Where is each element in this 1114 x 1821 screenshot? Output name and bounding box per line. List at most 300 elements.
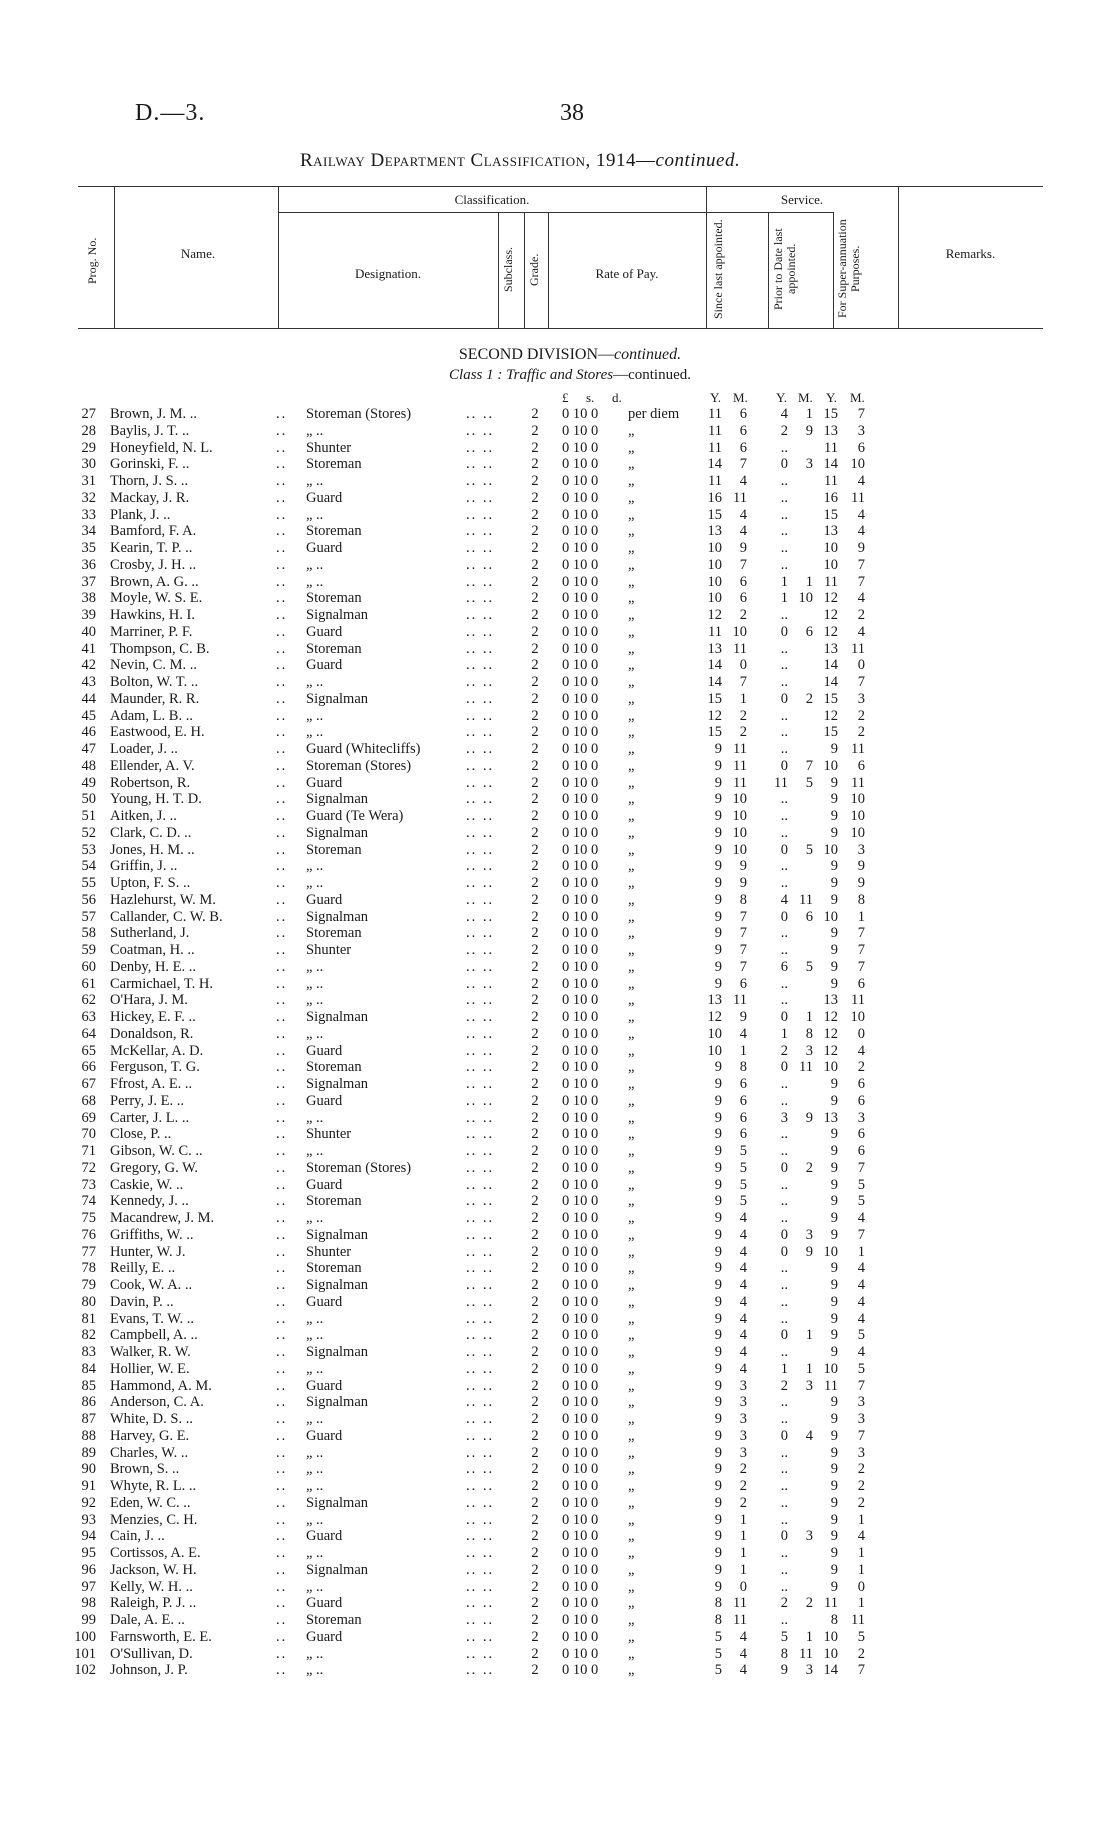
prior-years: .. bbox=[780, 1478, 788, 1494]
leader-dots: .. bbox=[276, 1528, 288, 1545]
designation: „ .. bbox=[306, 473, 324, 489]
class-continued: —continued. bbox=[613, 367, 691, 383]
leader-dots: .. .. bbox=[466, 757, 495, 774]
prog-number: 81 bbox=[81, 1310, 96, 1327]
pay-period: „ bbox=[628, 1595, 635, 1612]
rate-of-pay: 0 10 0 bbox=[562, 456, 599, 473]
employee-name: Marriner, P. F. bbox=[110, 623, 193, 640]
pay-period: „ bbox=[628, 1210, 635, 1226]
superannuation-years: 9 bbox=[830, 1126, 838, 1143]
employee-name: Sutherland, J. bbox=[110, 925, 190, 942]
superannuation-months: 2 bbox=[857, 1645, 865, 1662]
since-last-years: 11 bbox=[708, 406, 722, 422]
since-last-years: 9 bbox=[714, 1109, 722, 1126]
employee-name: Baylis, J. T. .. bbox=[110, 422, 190, 439]
rate-of-pay: 0 10 0 bbox=[562, 1360, 599, 1377]
prog-number: 36 bbox=[81, 556, 96, 573]
superannuation-years: 9 bbox=[830, 1159, 838, 1176]
since-last-months: 2 bbox=[739, 724, 747, 741]
leader-dots: .. bbox=[276, 540, 288, 556]
since-last-years: 9 bbox=[714, 1059, 722, 1076]
grade: 2 bbox=[531, 757, 539, 774]
superannuation-years: 9 bbox=[830, 1176, 838, 1193]
division-continued: continued. bbox=[614, 346, 682, 363]
table-row bbox=[0, 406, 1114, 423]
header-subclass: Subclass. bbox=[501, 247, 515, 293]
since-last-years: 9 bbox=[714, 741, 722, 757]
prog-number: 52 bbox=[81, 824, 96, 841]
pay-period: „ bbox=[628, 1662, 635, 1679]
designation: Signalman bbox=[306, 1277, 369, 1293]
leader-dots: .. bbox=[276, 1143, 288, 1159]
pay-period: „ bbox=[628, 1092, 635, 1109]
superannuation-years: 10 bbox=[823, 841, 838, 858]
table-row bbox=[0, 490, 1114, 507]
employee-name: Perry, J. E. .. bbox=[110, 1092, 184, 1109]
superannuation-months: 4 bbox=[857, 1042, 865, 1059]
prog-number: 42 bbox=[81, 657, 96, 674]
rate-of-pay: 0 10 0 bbox=[562, 1243, 599, 1260]
leader-dots: .. .. bbox=[466, 456, 495, 473]
designation: Storeman (Stores) bbox=[306, 406, 412, 422]
superannuation-months: 7 bbox=[857, 406, 865, 422]
prior-years: .. bbox=[780, 1193, 788, 1210]
rate-of-pay: 0 10 0 bbox=[562, 1042, 599, 1059]
prior-years: .. bbox=[780, 808, 788, 824]
designation: Guard bbox=[306, 1092, 343, 1109]
rate-of-pay: 0 10 0 bbox=[562, 607, 599, 623]
designation: Storeman bbox=[306, 1260, 362, 1277]
since-last-years: 9 bbox=[714, 791, 722, 808]
leader-dots: .. bbox=[276, 1176, 288, 1193]
since-last-years: 9 bbox=[714, 1444, 722, 1461]
rate-of-pay: 0 10 0 bbox=[562, 908, 599, 925]
prior-years: 0 bbox=[780, 1528, 788, 1545]
leader-dots: .. bbox=[276, 741, 288, 757]
superannuation-years: 9 bbox=[830, 1092, 838, 1109]
leader-dots: .. .. bbox=[466, 858, 495, 875]
designation: „ .. bbox=[306, 975, 324, 992]
since-last-years: 9 bbox=[714, 1092, 722, 1109]
superannuation-months: 5 bbox=[857, 1193, 865, 1210]
pay-period: „ bbox=[628, 506, 635, 523]
prior-years: .. bbox=[780, 1461, 788, 1478]
employee-name: Eastwood, E. H. bbox=[110, 724, 205, 741]
prog-number: 102 bbox=[74, 1662, 96, 1679]
since-last-months: 11 bbox=[733, 992, 747, 1009]
since-last-months: 11 bbox=[733, 757, 747, 774]
table-row bbox=[0, 1327, 1114, 1344]
employee-name: Kearin, T. P. .. bbox=[110, 540, 193, 556]
pay-period: „ bbox=[628, 1645, 635, 1662]
prior-years: .. bbox=[780, 473, 788, 489]
rate-of-pay: 0 10 0 bbox=[562, 690, 599, 707]
since-last-months: 2 bbox=[739, 1478, 747, 1494]
leader-dots: .. .. bbox=[466, 1243, 495, 1260]
superannuation-years: 9 bbox=[830, 1561, 838, 1578]
prior-years: .. bbox=[780, 1260, 788, 1277]
since-last-years: 5 bbox=[714, 1662, 722, 1679]
prior-months: 6 bbox=[805, 623, 813, 640]
since-last-years: 11 bbox=[708, 439, 722, 456]
leader-dots: .. bbox=[276, 1394, 288, 1411]
prog-number: 55 bbox=[81, 875, 96, 891]
prior-months: 9 bbox=[805, 1243, 813, 1260]
table-row bbox=[0, 1629, 1114, 1646]
table-row bbox=[0, 808, 1114, 825]
superannuation-months: 3 bbox=[857, 1394, 865, 1411]
since-last-months: 11 bbox=[733, 640, 747, 657]
grade: 2 bbox=[531, 1578, 539, 1595]
rate-of-pay: 0 10 0 bbox=[562, 975, 599, 992]
since-last-years: 9 bbox=[714, 808, 722, 824]
prog-number: 88 bbox=[81, 1427, 96, 1444]
grade: 2 bbox=[531, 958, 539, 975]
superannuation-months: 2 bbox=[857, 724, 865, 741]
prior-years: 0 bbox=[780, 757, 788, 774]
leader-dots: .. bbox=[276, 1226, 288, 1243]
rate-of-pay: 0 10 0 bbox=[562, 1645, 599, 1662]
employee-name: Bamford, F. A. bbox=[110, 523, 197, 540]
grade: 2 bbox=[531, 1528, 539, 1545]
employee-name: Charles, W. .. bbox=[110, 1444, 189, 1461]
table-row bbox=[0, 1160, 1114, 1177]
since-last-months: 4 bbox=[739, 1226, 747, 1243]
since-last-years: 9 bbox=[714, 1377, 722, 1394]
superannuation-months: 6 bbox=[857, 1076, 865, 1092]
rate-of-pay: 0 10 0 bbox=[562, 1595, 599, 1612]
superannuation-years: 14 bbox=[823, 674, 838, 690]
prior-years: .. bbox=[780, 540, 788, 556]
leader-dots: .. .. bbox=[466, 607, 495, 623]
unit-super-y: Y. bbox=[826, 390, 837, 405]
prior-months: 1 bbox=[805, 406, 813, 422]
pay-period: „ bbox=[628, 1612, 635, 1628]
employee-name: Brown, A. G. .. bbox=[110, 573, 199, 590]
employee-name: Crosby, J. H. .. bbox=[110, 556, 197, 573]
prior-months: 3 bbox=[805, 1528, 813, 1545]
prior-months: 11 bbox=[799, 1645, 813, 1662]
pay-period: „ bbox=[628, 607, 635, 623]
prog-number: 53 bbox=[81, 841, 96, 858]
since-last-months: 4 bbox=[739, 1293, 747, 1310]
pay-period: „ bbox=[628, 1126, 635, 1143]
employee-name: Bolton, W. T. .. bbox=[110, 674, 199, 690]
prior-years: 4 bbox=[780, 891, 788, 908]
rate-of-pay: 0 10 0 bbox=[562, 489, 599, 506]
prog-number: 31 bbox=[81, 473, 96, 489]
superannuation-years: 13 bbox=[823, 422, 838, 439]
pay-period: „ bbox=[628, 657, 635, 674]
leader-dots: .. bbox=[276, 1461, 288, 1478]
leader-dots: .. .. bbox=[466, 1528, 495, 1545]
grade: 2 bbox=[531, 506, 539, 523]
grade: 2 bbox=[531, 925, 539, 942]
prior-years: 0 bbox=[780, 1059, 788, 1076]
since-last-months: 3 bbox=[739, 1427, 747, 1444]
leader-dots: .. .. bbox=[466, 1159, 495, 1176]
since-last-years: 9 bbox=[714, 1143, 722, 1159]
leader-dots: .. bbox=[276, 674, 288, 690]
leader-dots: .. bbox=[276, 858, 288, 875]
superannuation-months: 7 bbox=[857, 942, 865, 958]
pay-period: „ bbox=[628, 1143, 635, 1159]
designation: „ .. bbox=[306, 1545, 324, 1561]
grade: 2 bbox=[531, 1243, 539, 1260]
leader-dots: .. bbox=[276, 657, 288, 674]
prior-years: .. bbox=[780, 724, 788, 741]
grade: 2 bbox=[531, 1143, 539, 1159]
table-row bbox=[0, 1461, 1114, 1478]
grade: 2 bbox=[531, 1193, 539, 1210]
since-last-months: 6 bbox=[739, 439, 747, 456]
prog-number: 30 bbox=[81, 456, 96, 473]
pay-period: „ bbox=[628, 1561, 635, 1578]
since-last-months: 5 bbox=[739, 1143, 747, 1159]
leader-dots: .. bbox=[276, 1561, 288, 1578]
pay-period: „ bbox=[628, 1478, 635, 1494]
since-last-years: 9 bbox=[714, 1427, 722, 1444]
employee-name: Callander, C. W. B. bbox=[110, 908, 223, 925]
since-last-months: 7 bbox=[739, 908, 747, 925]
pay-period: „ bbox=[628, 590, 635, 607]
superannuation-months: 3 bbox=[857, 422, 865, 439]
prog-number: 82 bbox=[81, 1327, 96, 1344]
superannuation-months: 4 bbox=[857, 590, 865, 607]
table-row bbox=[0, 473, 1114, 490]
table-row bbox=[0, 892, 1114, 909]
superannuation-months: 4 bbox=[857, 523, 865, 540]
grade: 2 bbox=[531, 473, 539, 489]
superannuation-months: 2 bbox=[857, 607, 865, 623]
rate-of-pay: 0 10 0 bbox=[562, 1461, 599, 1478]
leader-dots: .. .. bbox=[466, 942, 495, 958]
since-last-years: 10 bbox=[707, 590, 722, 607]
prior-months: 4 bbox=[805, 1427, 813, 1444]
since-last-years: 9 bbox=[714, 841, 722, 858]
leader-dots: .. .. bbox=[466, 891, 495, 908]
since-last-months: 4 bbox=[739, 1628, 747, 1645]
rate-of-pay: 0 10 0 bbox=[562, 1092, 599, 1109]
since-last-years: 9 bbox=[714, 1561, 722, 1578]
superannuation-months: 7 bbox=[857, 573, 865, 590]
grade: 2 bbox=[531, 1226, 539, 1243]
rate-of-pay: 0 10 0 bbox=[562, 473, 599, 489]
leader-dots: .. bbox=[276, 1193, 288, 1210]
unit-pounds: £ bbox=[562, 390, 569, 405]
designation: Storeman bbox=[306, 1193, 362, 1210]
leader-dots: .. bbox=[276, 1478, 288, 1494]
grade: 2 bbox=[531, 406, 539, 422]
prior-years: .. bbox=[780, 556, 788, 573]
employee-name: Clark, C. D. .. bbox=[110, 824, 192, 841]
prior-months: 1 bbox=[805, 1360, 813, 1377]
prior-years: 1 bbox=[780, 1025, 788, 1042]
leader-dots: .. bbox=[276, 1025, 288, 1042]
leader-dots: .. .. bbox=[466, 1293, 495, 1310]
designation: „ .. bbox=[306, 1210, 324, 1226]
leader-dots: .. .. bbox=[466, 1226, 495, 1243]
header-remarks: Remarks. bbox=[945, 246, 996, 261]
leader-dots: .. .. bbox=[466, 1126, 495, 1143]
leader-dots: .. .. bbox=[466, 791, 495, 808]
since-last-months: 7 bbox=[739, 958, 747, 975]
since-last-months: 4 bbox=[739, 1243, 747, 1260]
leader-dots: .. bbox=[276, 1344, 288, 1360]
since-last-months: 6 bbox=[739, 1109, 747, 1126]
pay-period: „ bbox=[628, 1109, 635, 1126]
pay-period: „ bbox=[628, 1059, 635, 1076]
pay-period: „ bbox=[628, 1628, 635, 1645]
table-row bbox=[0, 1612, 1114, 1629]
since-last-months: 5 bbox=[739, 1193, 747, 1210]
employee-name: Loader, J. .. bbox=[110, 741, 178, 757]
superannuation-months: 3 bbox=[857, 1444, 865, 1461]
superannuation-months: 1 bbox=[857, 908, 865, 925]
since-last-months: 8 bbox=[739, 891, 747, 908]
superannuation-months: 7 bbox=[857, 1427, 865, 1444]
superannuation-months: 5 bbox=[857, 1360, 865, 1377]
since-last-years: 9 bbox=[714, 1277, 722, 1293]
leader-dots: .. bbox=[276, 690, 288, 707]
prior-years: .. bbox=[780, 1126, 788, 1143]
leader-dots: .. bbox=[276, 1377, 288, 1394]
grade: 2 bbox=[531, 590, 539, 607]
designation: „ .. bbox=[306, 992, 324, 1009]
prog-number: 98 bbox=[81, 1595, 96, 1612]
superannuation-months: 7 bbox=[857, 958, 865, 975]
leader-dots: .. bbox=[276, 925, 288, 942]
rate-of-pay: 0 10 0 bbox=[562, 623, 599, 640]
since-last-years: 9 bbox=[714, 891, 722, 908]
prog-number: 67 bbox=[81, 1076, 96, 1092]
prog-number: 92 bbox=[81, 1494, 96, 1511]
prog-number: 94 bbox=[81, 1528, 96, 1545]
employee-name: O'Hara, J. M. bbox=[110, 992, 188, 1009]
superannuation-years: 9 bbox=[830, 1578, 838, 1595]
table-row bbox=[0, 858, 1114, 875]
title-text: Railway Department Classification, 1914— bbox=[300, 150, 656, 171]
superannuation-years: 13 bbox=[823, 640, 838, 657]
pay-period: „ bbox=[628, 1394, 635, 1411]
table-row bbox=[0, 1294, 1114, 1311]
leader-dots: .. bbox=[276, 1109, 288, 1126]
rate-of-pay: 0 10 0 bbox=[562, 1528, 599, 1545]
prog-number: 95 bbox=[81, 1545, 96, 1561]
superannuation-years: 8 bbox=[830, 1612, 838, 1628]
prior-months: 8 bbox=[805, 1025, 813, 1042]
section-heading bbox=[400, 346, 740, 364]
since-last-months: 3 bbox=[739, 1394, 747, 1411]
superannuation-years: 9 bbox=[830, 875, 838, 891]
table-row bbox=[0, 691, 1114, 708]
grade: 2 bbox=[531, 439, 539, 456]
grade: 2 bbox=[531, 1109, 539, 1126]
superannuation-years: 9 bbox=[830, 1327, 838, 1344]
prog-number: 89 bbox=[81, 1444, 96, 1461]
leader-dots: .. bbox=[276, 891, 288, 908]
prior-months: 3 bbox=[805, 456, 813, 473]
since-last-years: 9 bbox=[714, 1126, 722, 1143]
leader-dots: .. .. bbox=[466, 523, 495, 540]
since-last-months: 4 bbox=[739, 1260, 747, 1277]
leader-dots: .. .. bbox=[466, 1310, 495, 1327]
superannuation-years: 10 bbox=[823, 1645, 838, 1662]
pay-period: „ bbox=[628, 1260, 635, 1277]
leader-dots: .. .. bbox=[466, 774, 495, 791]
grade: 2 bbox=[531, 858, 539, 875]
designation: Signalman bbox=[306, 1494, 369, 1511]
prior-years: .. bbox=[780, 1561, 788, 1578]
employee-name: Upton, F. S. .. bbox=[110, 875, 191, 891]
prior-months: 6 bbox=[805, 908, 813, 925]
grade: 2 bbox=[531, 1377, 539, 1394]
leader-dots: .. bbox=[276, 1511, 288, 1528]
employee-name: Thompson, C. B. bbox=[110, 640, 210, 657]
since-last-months: 10 bbox=[732, 623, 747, 640]
table-row bbox=[0, 1445, 1114, 1462]
rate-of-pay: 0 10 0 bbox=[562, 1293, 599, 1310]
superannuation-years: 9 bbox=[830, 1545, 838, 1561]
rate-of-pay: 0 10 0 bbox=[562, 1327, 599, 1344]
rate-of-pay: 0 10 0 bbox=[562, 808, 599, 824]
rate-of-pay: 0 10 0 bbox=[562, 1109, 599, 1126]
since-last-months: 1 bbox=[739, 1511, 747, 1528]
prior-years: 4 bbox=[780, 406, 788, 422]
employee-name: Walker, R. W. bbox=[110, 1344, 191, 1360]
since-last-years: 9 bbox=[714, 774, 722, 791]
prog-number: 93 bbox=[81, 1511, 96, 1528]
prior-years: 0 bbox=[780, 1226, 788, 1243]
employee-name: Ffrost, A. E. .. bbox=[110, 1076, 193, 1092]
employee-name: White, D. S. .. bbox=[110, 1411, 193, 1427]
leader-dots: .. .. bbox=[466, 1645, 495, 1662]
rate-of-pay: 0 10 0 bbox=[562, 1176, 599, 1193]
grade: 2 bbox=[531, 875, 539, 891]
pay-period: „ bbox=[628, 473, 635, 489]
prior-years: .. bbox=[780, 975, 788, 992]
prog-number: 58 bbox=[81, 925, 96, 942]
superannuation-years: 10 bbox=[823, 908, 838, 925]
pay-period: „ bbox=[628, 690, 635, 707]
prior-years: 0 bbox=[780, 1009, 788, 1025]
table-row bbox=[0, 590, 1114, 607]
since-last-months: 11 bbox=[733, 1595, 747, 1612]
superannuation-years: 10 bbox=[823, 1628, 838, 1645]
page-title bbox=[300, 150, 860, 172]
superannuation-months: 9 bbox=[857, 875, 865, 891]
pay-period: „ bbox=[628, 1494, 635, 1511]
since-last-years: 13 bbox=[707, 992, 722, 1009]
employee-name: Hunter, W. J. bbox=[110, 1243, 186, 1260]
pay-period: „ bbox=[628, 791, 635, 808]
employee-name: Cook, W. A. .. bbox=[110, 1277, 193, 1293]
superannuation-years: 10 bbox=[823, 1243, 838, 1260]
grade: 2 bbox=[531, 824, 539, 841]
superannuation-months: 6 bbox=[857, 1126, 865, 1143]
employee-name: Brown, J. M. .. bbox=[110, 406, 198, 422]
designation: „ .. bbox=[306, 1360, 324, 1377]
prog-number: 57 bbox=[81, 908, 96, 925]
designation: Signalman bbox=[306, 1344, 369, 1360]
employee-name: Evans, T. W. .. bbox=[110, 1310, 195, 1327]
leader-dots: .. bbox=[276, 707, 288, 724]
prior-years: .. bbox=[780, 523, 788, 540]
designation: „ .. bbox=[306, 1109, 324, 1126]
pay-period: „ bbox=[628, 489, 635, 506]
prog-number: 85 bbox=[81, 1377, 96, 1394]
prog-number: 41 bbox=[81, 640, 96, 657]
